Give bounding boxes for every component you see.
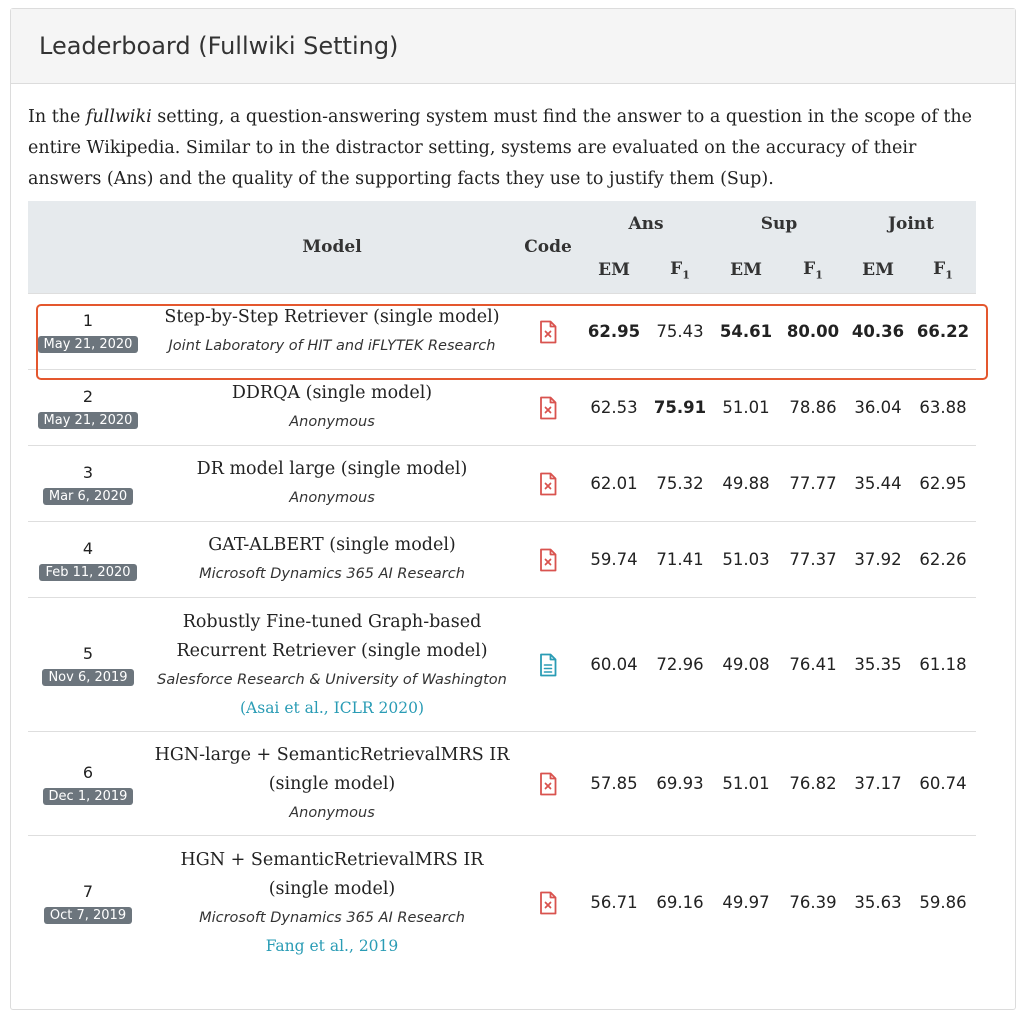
code-cell — [516, 294, 580, 370]
f-label: F — [803, 258, 816, 279]
model-cell — [148, 836, 516, 970]
date-badge: Mar 6, 2020 — [43, 488, 133, 505]
paper-link[interactable]: Fang et al., 2019 — [265, 936, 399, 955]
date-badge: Dec 1, 2019 — [43, 788, 134, 805]
ans-f1-cell: 72.96 — [648, 598, 712, 732]
model-name: DDRQA (single model) — [231, 383, 433, 403]
date-badge: May 21, 2020 — [38, 412, 139, 429]
joint-em-cell: 37.92 — [846, 522, 910, 598]
code-header: Code — [524, 237, 572, 257]
rank-number: 6 — [82, 763, 94, 782]
date-badge: Feb 11, 2020 — [39, 564, 136, 581]
file-x-icon — [516, 548, 580, 572]
institution-name: Microsoft Dynamics 365 AI Research — [199, 566, 465, 582]
rank-cell — [28, 446, 148, 522]
ans-f1-cell: 75.43 — [648, 294, 712, 370]
sup-f1-cell: 78.86 — [780, 370, 846, 446]
model-header: Model — [302, 237, 362, 257]
date-badge: Nov 6, 2019 — [42, 669, 133, 686]
institution-name: Anonymous — [289, 804, 375, 821]
f-subscript: 1 — [815, 268, 823, 282]
joint-em-cell: 36.04 — [846, 370, 910, 446]
model-name: Step-by-Step Retriever (single model) — [164, 307, 500, 327]
ans-f1-cell: 71.41 — [648, 522, 712, 598]
table-row — [28, 446, 976, 522]
sup-em-cell: 51.01 — [712, 370, 780, 446]
sup-f1-header — [780, 247, 846, 294]
joint-em-header: EM — [862, 260, 894, 280]
sup-em-cell: 54.61 — [712, 294, 780, 370]
institution-name: Microsoft Dynamics 365 AI Research — [199, 909, 465, 926]
institution-name: Joint Laboratory of HIT and iFLYTEK Research — [168, 338, 496, 354]
joint-f1-cell: 59.86 — [910, 836, 976, 970]
file-x-icon — [516, 891, 580, 915]
sup-f1-cell: 77.37 — [780, 522, 846, 598]
model-name: Robustly Fine-tuned Graph-based Recurrent Retriever (single model) — [176, 611, 488, 661]
sup-em-cell: 51.01 — [712, 732, 780, 836]
table-header — [28, 201, 976, 294]
intro-emphasis: fullwiki — [85, 107, 152, 127]
rank-cell — [28, 732, 148, 836]
rank-number: 5 — [82, 644, 94, 663]
model-name: DR model large (single model) — [196, 459, 468, 479]
f-label: F — [670, 258, 683, 279]
f-subscript: 1 — [682, 268, 690, 282]
rank-cell — [28, 294, 148, 370]
rank-header — [28, 201, 148, 294]
code-cell — [516, 598, 580, 732]
f-subscript: 1 — [945, 268, 953, 282]
f-label: F — [933, 258, 946, 279]
file-text-icon[interactable] — [516, 653, 580, 677]
sup-em-header: EM — [730, 260, 762, 280]
file-x-icon — [516, 320, 580, 344]
model-cell — [148, 732, 516, 836]
rank-cell — [28, 836, 148, 970]
intro-paragraph — [28, 102, 978, 195]
table-body — [28, 294, 976, 970]
joint-header: Joint — [887, 214, 935, 234]
sup-em-cell: 49.08 — [712, 598, 780, 732]
model-cell — [148, 446, 516, 522]
ans-em-cell: 62.95 — [580, 294, 648, 370]
table-row — [28, 732, 976, 836]
rank-number: 1 — [82, 311, 94, 330]
ans-em-cell: 57.85 — [580, 732, 648, 836]
table-row — [28, 598, 976, 732]
model-cell — [148, 598, 516, 732]
sup-f1-cell: 76.82 — [780, 732, 846, 836]
sup-f1-cell: 77.77 — [780, 446, 846, 522]
table-row — [28, 522, 976, 598]
institution-name: Anonymous — [289, 490, 375, 506]
sup-em-cell: 49.97 — [712, 836, 780, 970]
joint-f1-cell: 61.18 — [910, 598, 976, 732]
panel-title: Leaderboard (Fullwiki Setting) — [11, 9, 1015, 84]
code-cell — [516, 522, 580, 598]
ans-f1-cell: 75.91 — [648, 370, 712, 446]
model-name: HGN-large + SemanticRetrievalMRS IR (single model) — [154, 744, 510, 794]
rank-number: 3 — [82, 463, 94, 482]
joint-f1-cell: 63.88 — [910, 370, 976, 446]
rank-cell — [28, 522, 148, 598]
date-badge: Oct 7, 2019 — [44, 907, 132, 924]
ans-f1-header — [648, 247, 712, 294]
sup-f1-cell: 76.39 — [780, 836, 846, 970]
table-row — [28, 294, 976, 370]
institution-name: Anonymous — [289, 414, 375, 430]
ans-em-cell: 62.53 — [580, 370, 648, 446]
joint-f1-cell: 62.95 — [910, 446, 976, 522]
joint-f1-cell: 62.26 — [910, 522, 976, 598]
joint-em-cell: 35.63 — [846, 836, 910, 970]
rank-cell — [28, 598, 148, 732]
sup-header: Sup — [760, 214, 798, 234]
model-cell — [148, 522, 516, 598]
joint-f1-cell: 66.22 — [910, 294, 976, 370]
paper-link[interactable]: (Asai et al., ICLR 2020) — [240, 698, 424, 717]
ans-em-header: EM — [598, 260, 630, 280]
joint-f1-cell: 60.74 — [910, 732, 976, 836]
rank-cell — [28, 370, 148, 446]
code-cell — [516, 732, 580, 836]
intro-text-rest: setting, a question-answering system must find the answer to a question in the scope of the entire Wikipedia. Similar to in the distractor setting, systems are evaluated on the accuracy of their answers (Ans) and the quality of the supporting facts they use to justify them (Sup). — [28, 107, 973, 189]
leaderboard-table — [28, 201, 976, 970]
code-cell — [516, 370, 580, 446]
model-cell — [148, 294, 516, 370]
model-name: HGN + SemanticRetrievalMRS IR (single model) — [180, 849, 484, 899]
ans-em-cell: 62.01 — [580, 446, 648, 522]
joint-em-cell: 35.44 — [846, 446, 910, 522]
file-x-icon — [516, 396, 580, 420]
ans-em-cell: 60.04 — [580, 598, 648, 732]
sup-em-cell: 51.03 — [712, 522, 780, 598]
intro-text-start: In the — [28, 107, 86, 127]
file-x-icon — [516, 472, 580, 496]
ans-f1-cell: 69.16 — [648, 836, 712, 970]
table-row — [28, 836, 976, 970]
sup-f1-cell: 76.41 — [780, 598, 846, 732]
joint-f1-header — [910, 247, 976, 294]
file-x-icon — [516, 772, 580, 796]
model-cell — [148, 370, 516, 446]
joint-em-cell: 37.17 — [846, 732, 910, 836]
institution-name: Salesforce Research & University of Washington — [157, 671, 507, 688]
ans-em-cell: 56.71 — [580, 836, 648, 970]
model-name: GAT-ALBERT (single model) — [208, 535, 456, 555]
ans-header: Ans — [628, 214, 664, 234]
rank-number: 4 — [82, 539, 94, 558]
ans-f1-cell: 69.93 — [648, 732, 712, 836]
date-badge: May 21, 2020 — [38, 336, 139, 353]
sup-em-cell: 49.88 — [712, 446, 780, 522]
ans-em-cell: 59.74 — [580, 522, 648, 598]
code-cell — [516, 446, 580, 522]
rank-number: 7 — [82, 882, 94, 902]
joint-em-cell: 35.35 — [846, 598, 910, 732]
code-cell — [516, 836, 580, 970]
ans-f1-cell: 75.32 — [648, 446, 712, 522]
sup-f1-cell: 80.00 — [780, 294, 846, 370]
rank-number: 2 — [82, 387, 94, 406]
table-row — [28, 370, 976, 446]
joint-em-cell: 40.36 — [846, 294, 910, 370]
